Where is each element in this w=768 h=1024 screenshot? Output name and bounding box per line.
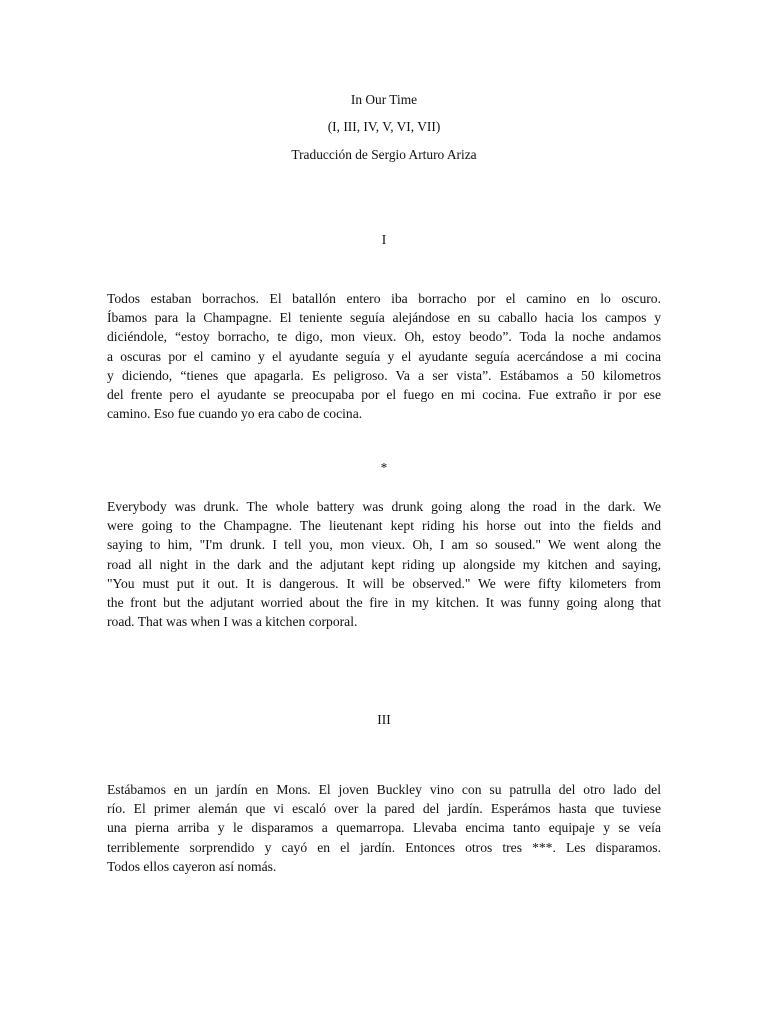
paragraph-line: road. That was when I was a kitchen corporal. bbox=[107, 614, 358, 630]
paragraph-line: camino. Eso fue cuando yo era cabo de cocina. bbox=[107, 406, 363, 422]
paragraph-line: y diciendo, “tienes que apagarla. Es peligroso. Va a ser vista”. Estábamos a 50 kilometros bbox=[107, 367, 661, 383]
paragraph-line: "You must put it out. It is dangerous. It will be observed." We were fifty kilometers from bbox=[107, 575, 661, 591]
section-i-english-paragraph bbox=[107, 497, 661, 631]
paragraph-line: del frente pero el ayudante se preocupaba por el fuego en mi cocina. Fue extraño ir por ese bbox=[107, 387, 661, 403]
section-numeral-iii: III bbox=[377, 712, 391, 727]
paragraph-line: terriblemente sorprendido y cayó en el jardín. Entonces otros tres ***. Les disparamos. bbox=[107, 839, 661, 855]
paragraph-line: Todos estaban borrachos. El batallón entero iba borracho por el camino en lo oscuro. bbox=[107, 291, 661, 306]
paragraph-line: Todos ellos cayeron así nomás. bbox=[107, 858, 277, 874]
paragraph-line: road all night in the dark and the adjutant kept riding up alongside my kitchen and saying, bbox=[107, 556, 661, 572]
document-title: In Our Time bbox=[350, 92, 418, 107]
paragraph-line: the front but the adjutant worried about the fire in my kitchen. It was funny going along that bbox=[107, 595, 661, 611]
paragraph-line: Íbamos para la Champagne. El teniente seguía alejándose en su caballo hacia los campos y bbox=[107, 310, 661, 326]
paragraph-line: Estábamos en un jardín en Mons. El joven Buckley vino con su patrulla del otro lado del bbox=[107, 782, 661, 797]
paragraph-line: Everybody was drunk. The whole battery was drunk going along the road in the dark. We bbox=[107, 499, 661, 514]
document-subtitle: (I, III, IV, V, VI, VII) bbox=[327, 119, 441, 134]
section-i-spanish-paragraph bbox=[107, 289, 661, 423]
paragraph-line: saying to him, "I'm drunk. I tell you, mon vieux. Oh, I am so soused." We went along the bbox=[107, 537, 661, 553]
paragraph-line: a oscuras por el camino y el ayudante seguía y el ayudante seguía acercándose a mi cocina bbox=[107, 348, 661, 364]
translator-credit: Traducción de Sergio Arturo Ariza bbox=[291, 147, 477, 162]
section-iii-spanish-paragraph bbox=[107, 780, 661, 876]
paragraph-line: río. El primer alemán que vi escaló over la pared del jardín. Esperámos hasta que tuviese bbox=[107, 801, 661, 817]
section-numeral-i: I bbox=[381, 232, 387, 247]
section-separator: * bbox=[380, 460, 388, 475]
paragraph-line: were going to the Champagne. The lieutenant kept riding his horse out into the fields and bbox=[107, 518, 661, 534]
paragraph-line: una pierna arriba y le disparamos a quemarropa. Llevaba encima tanto equipaje y se veía bbox=[107, 820, 661, 836]
paragraph-line: diciéndole, “estoy borracho, te digo, mon vieux. Oh, estoy beodo”. Toda la noche andamos bbox=[107, 329, 661, 345]
